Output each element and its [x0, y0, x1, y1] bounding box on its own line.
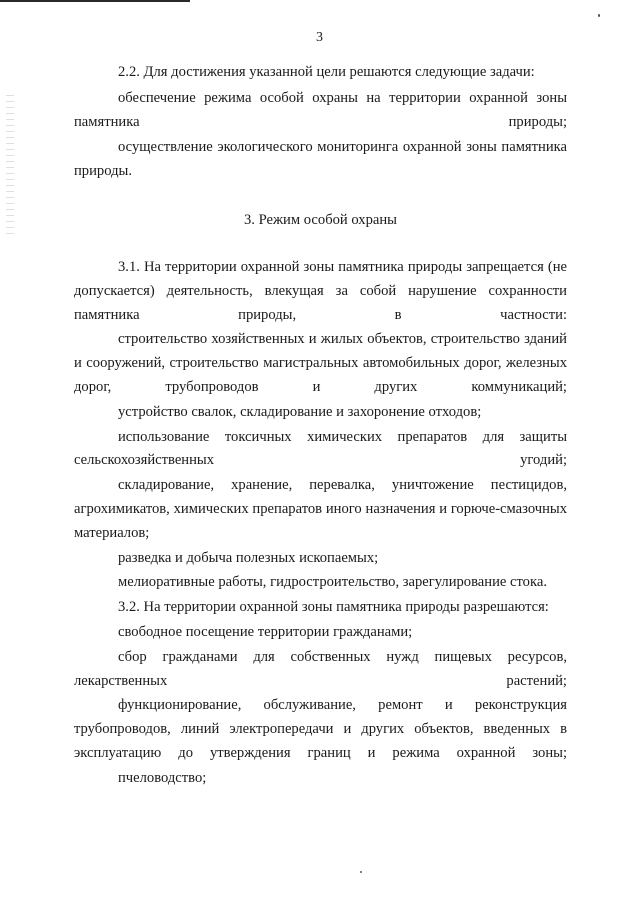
paragraph: использование токсичных химических препаратов для защиты сельскохозяйственных угодий; [74, 428, 567, 469]
paragraph: 2.2. Для достижения указанной цели решаются следующие задачи: [118, 64, 535, 80]
paragraph: свободное посещение территории гражданами; [118, 623, 413, 640]
paragraph: пчеловодство; [118, 769, 207, 786]
scan-speck [598, 14, 600, 17]
scan-edge-line [0, 0, 190, 2]
paragraph: функционирование, обслуживание, ремонт и реконструкция трубопроводов, линий электропередачи и других объектов, введенных в эксплуатацию до утверждения границ и режима охранной зоны; [74, 697, 567, 761]
paragraph: сбор гражданами для собственных нужд пищевых ресурсов, лекарственных растений; [74, 648, 567, 689]
paragraph: обеспечение режима особой охраны на территории охранной зоны памятника природы; [74, 89, 567, 130]
scan-speck [360, 871, 362, 873]
paragraph: разведка и добыча полезных ископаемых; [118, 549, 379, 566]
paragraph: устройство свалок, складирование и захоронение отходов; [118, 403, 482, 420]
binding-marks [6, 95, 14, 235]
section-heading: 3. Режим особой охраны [243, 212, 397, 228]
body-text-block-1 [74, 61, 567, 184]
page-number: 3 [316, 30, 323, 45]
paragraph: строительство хозяйственных и жилых объектов, строительство зданий и сооружений, строительство магистральных автомобильных дорог, железных дорог, трубопроводов и других коммуникаций; [74, 331, 567, 395]
paragraph: складирование, хранение, перевалка, уничтожение пестицидов, агрохимикатов, химических препаратов иного назначения и горюче-смазочных материалов; [74, 477, 567, 541]
body-text-block-2 [74, 256, 567, 791]
paragraph: 3.1. На территории охранной зоны памятника природы запрещается (не допускается) деятельность, влекущая за собой нарушение сохранности памятника природы, в частности: [74, 259, 567, 323]
paragraph: мелиоративные работы, гидростроительство, зарегулирование стока. [118, 574, 547, 591]
paragraph: 3.2. На территории охранной зоны памятника природы разрешаются: [118, 599, 549, 616]
paragraph: осуществление экологического мониторинга охранной зоны памятника природы. [74, 139, 567, 180]
